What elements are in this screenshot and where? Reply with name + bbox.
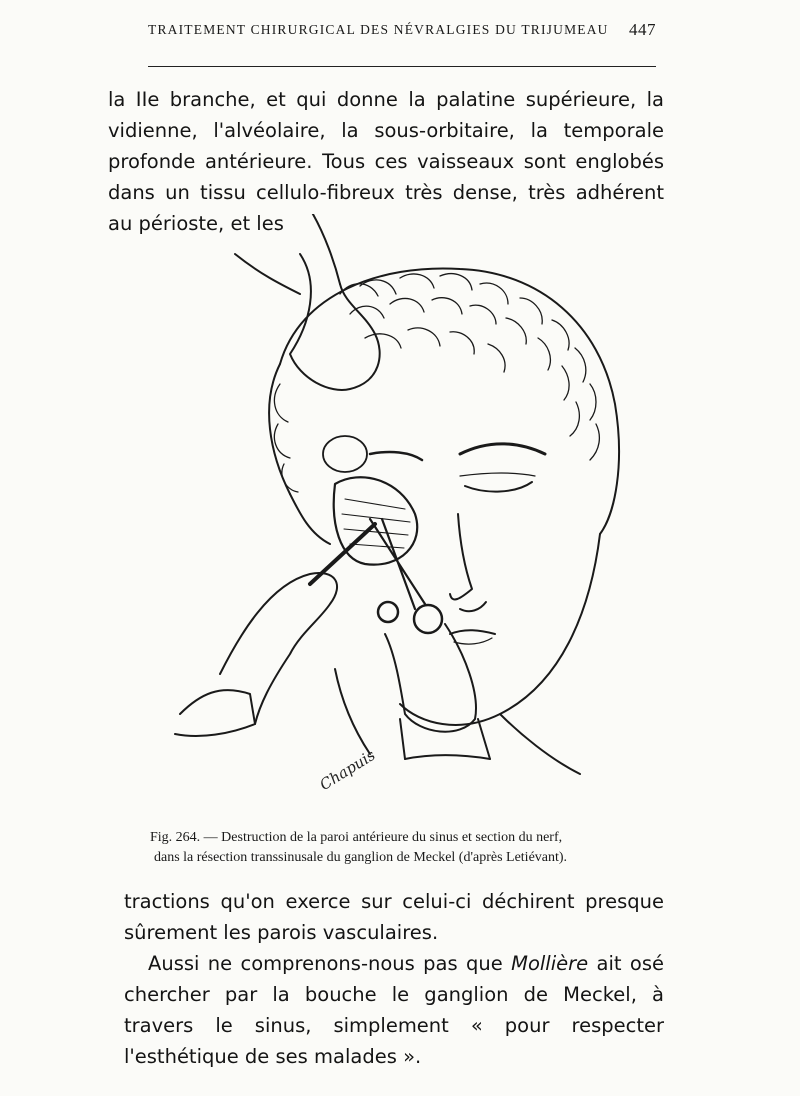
sponge <box>323 436 367 472</box>
nose <box>450 514 472 599</box>
running-header <box>148 22 656 38</box>
paragraph-last-start: Aussi ne comprenons-nous pas que <box>148 952 512 975</box>
left-brow <box>370 452 422 460</box>
paragraph-top: la IIe branche, et qui donne la palatine supérieure, la vidienne, l'alvéolaire, la sous-orbitaire, la temporale profonde antérieure. Tous ces vaisseaux sont englobés dans un tissu cellulo-fibreux très dense, très adhérent au périoste, et les <box>108 88 664 235</box>
face-outline <box>400 534 600 725</box>
mouth <box>450 630 495 634</box>
caption-line-2: dans la résection transsinusale du ganglion de Meckel (d'après Letiévant). <box>154 850 568 865</box>
closed-eye <box>465 482 532 492</box>
figure-caption <box>150 828 650 868</box>
author-name-molliere: Mollière <box>511 952 589 975</box>
page-number: 447 <box>629 20 656 39</box>
header-rule <box>148 66 656 67</box>
paragraph-last-end: ait osé chercher par la bouche le ganglion de Meckel, à travers le sinus, simplement « pour respecter l'esthétique de ses malades ». <box>124 952 664 1068</box>
hair-outline <box>280 268 619 534</box>
paragraph-last <box>124 948 664 1072</box>
artist-signature: Chapuis <box>316 745 379 794</box>
lower-right-hand <box>385 624 476 732</box>
running-title: TRAITEMENT CHIRURGICAL DES NÉVRALGIES DU TRIJUMEAU <box>148 22 609 37</box>
caption-line-1: Fig. 264. — Destruction de la paroi antérieure du sinus et section du nerf, <box>150 830 563 845</box>
surgical-illustration <box>160 214 630 826</box>
right-brow <box>460 444 545 454</box>
lower-left-hand <box>220 573 337 724</box>
scalpel <box>310 524 375 584</box>
paragraph-bottom: tractions qu'on exerce sur celui-ci déchirent presque sûrement les parois vasculaires. <box>124 890 664 944</box>
